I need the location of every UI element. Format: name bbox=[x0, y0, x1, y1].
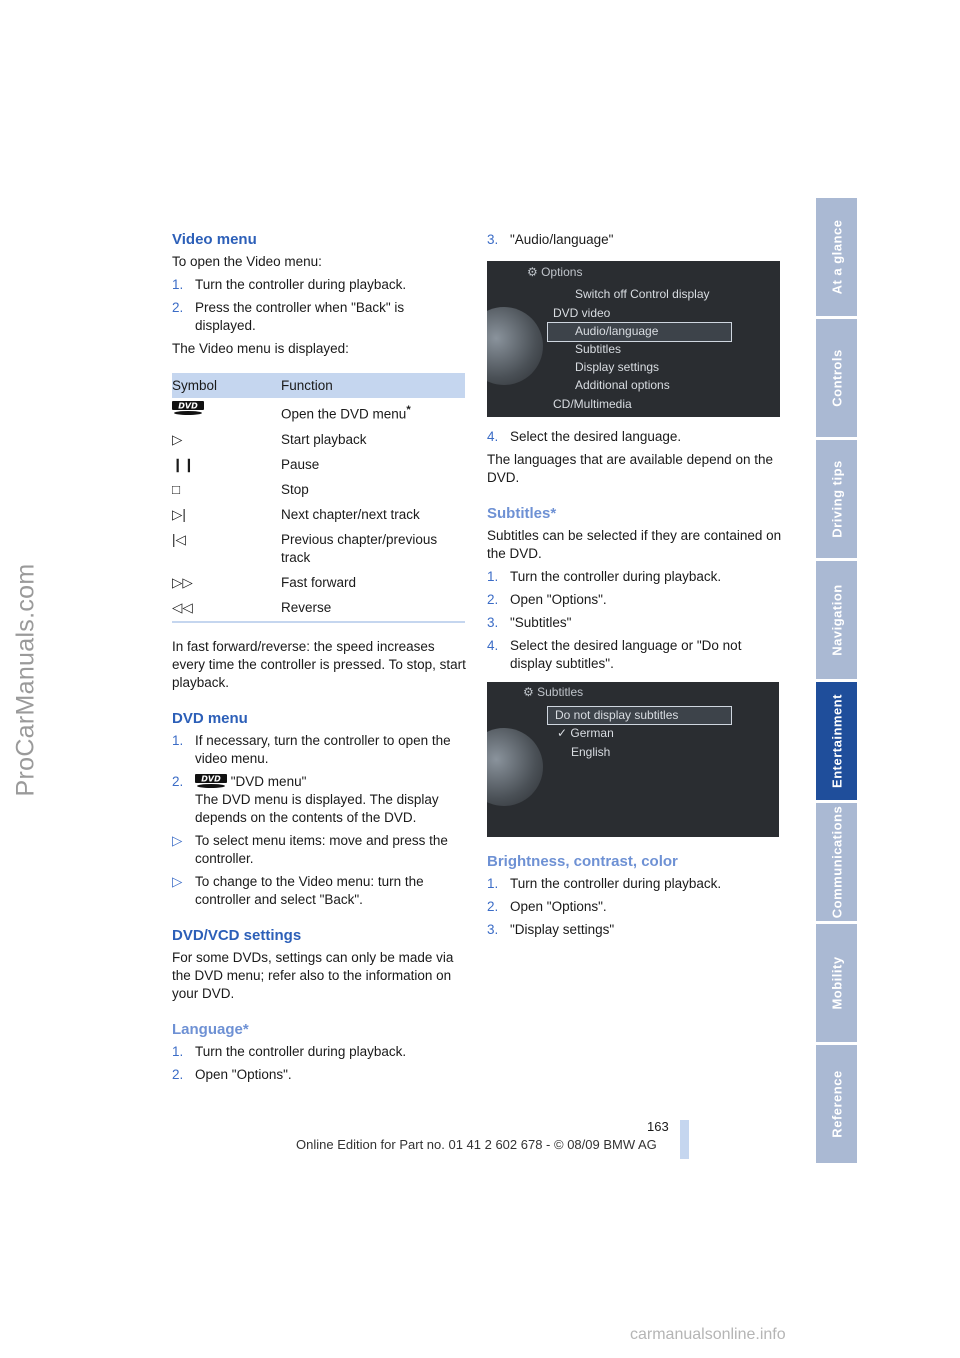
language-heading: Language* bbox=[172, 1020, 249, 1038]
subtitles-step-4: 4. Select the desired language or "Do not display subtitles". bbox=[487, 638, 742, 671]
dvd-step-2: 2. DVD "DVD menu" The DVD menu is displayed. The display depends on the contents of the DVD. bbox=[172, 773, 439, 825]
table-row: ▷▷ Fast forward bbox=[172, 571, 465, 596]
settings-heading: DVD/VCD settings bbox=[172, 926, 302, 944]
video-step-2: 2. Press the controller when "Back" is displayed. bbox=[172, 300, 405, 333]
reverse-icon: ◁◁ bbox=[172, 599, 193, 615]
section-tabs bbox=[816, 198, 857, 1166]
video-intro: To open the Video menu: bbox=[172, 254, 322, 269]
lang-step-4: 4. Select the desired language. bbox=[487, 429, 682, 444]
brightness-step-3: 3. "Display settings" bbox=[487, 922, 615, 937]
tab-mobility[interactable]: Mobility bbox=[816, 924, 857, 1042]
play-icon: ▷ bbox=[172, 431, 183, 447]
dvd-logo-icon bbox=[195, 774, 227, 788]
table-row: □ Stop bbox=[172, 478, 465, 503]
subtitles-heading: Subtitles* bbox=[487, 505, 557, 522]
lang-step-3: 3. "Audio/language" bbox=[487, 232, 614, 247]
next-track-icon: ▷| bbox=[172, 506, 186, 522]
fast-forward-icon: ▷▷ bbox=[172, 574, 193, 590]
subtitles-step-3: 3. "Subtitles" bbox=[487, 615, 572, 630]
symbol-table bbox=[172, 373, 465, 623]
right-column bbox=[487, 231, 782, 249]
dvd-step-1: 1. If necessary, turn the controller to open the video menu. bbox=[172, 732, 451, 766]
dvd-menu-heading: DVD menu bbox=[172, 709, 248, 727]
tab-reference[interactable]: Reference bbox=[816, 1045, 857, 1163]
pause-icon: ❙❙ bbox=[172, 456, 195, 472]
subtitles-text: Subtitles can be selected if they are contained on the DVD. bbox=[487, 528, 782, 561]
right-column-bottom bbox=[487, 853, 782, 939]
subtitles-step-2: 2. Open "Options". bbox=[487, 592, 607, 607]
language-step-2: 2. Open "Options". bbox=[172, 1066, 292, 1082]
table-row: ❙❙ Pause bbox=[172, 453, 465, 478]
tab-entertainment[interactable]: Entertainment bbox=[816, 682, 857, 800]
subtitles-step-1: 1. Turn the controller during playback. bbox=[487, 569, 722, 584]
controller-knob-icon bbox=[487, 728, 543, 806]
tab-navigation[interactable]: Navigation bbox=[816, 561, 857, 679]
table-row: ◁◁ Reverse bbox=[172, 596, 465, 622]
dvd-bullet-2: ▷ To change to the Video menu: turn the controller and select "Back". bbox=[172, 873, 424, 907]
footer-bar bbox=[680, 1120, 689, 1159]
dvd-logo-icon bbox=[172, 401, 204, 415]
brightness-heading: Brightness, contrast, color bbox=[487, 853, 678, 870]
svg-text:DVD: DVD bbox=[201, 774, 221, 783]
right-column-lower bbox=[487, 428, 782, 673]
settings-text: For some DVDs, settings can only be made via the DVD menu; refer also to the information on your DVD. bbox=[172, 949, 454, 1001]
bottom-watermark: carmanualsonline.info bbox=[630, 1326, 786, 1343]
video-displayed: The Video menu is displayed: bbox=[172, 341, 349, 356]
previous-track-icon: |◁ bbox=[172, 531, 186, 547]
svg-text:DVD: DVD bbox=[178, 401, 198, 411]
footer-text: Online Edition for Part no. 01 41 2 602 678 - © 08/09 BMW AG bbox=[296, 1137, 657, 1152]
table-row: DVD Open the DVD menu* bbox=[172, 398, 465, 428]
page-number: 163 bbox=[647, 1119, 669, 1134]
side-watermark: ProCarManuals.com bbox=[11, 563, 40, 797]
symbol-header: Symbol bbox=[172, 373, 281, 398]
brightness-step-1: 1. Turn the controller during playback. bbox=[487, 876, 722, 891]
subtitles-screen-title: ⚙ Subtitles bbox=[523, 685, 584, 699]
tab-communications[interactable]: Communications bbox=[816, 803, 857, 921]
tab-controls[interactable]: Controls bbox=[816, 319, 857, 437]
function-header: Function bbox=[281, 373, 465, 398]
brightness-step-2: 2. Open "Options". bbox=[487, 899, 607, 914]
table-header bbox=[172, 373, 465, 398]
lang-note: The languages that are available depend on the DVD. bbox=[487, 452, 773, 485]
table-row: ▷| Next chapter/next track bbox=[172, 503, 465, 528]
language-step-1: 1. Turn the controller during playback. bbox=[172, 1043, 407, 1059]
controller-knob-icon bbox=[487, 307, 543, 385]
tab-at-a-glance[interactable]: At a glance bbox=[816, 198, 857, 316]
video-step-1: 1. Turn the controller during playback. bbox=[172, 277, 407, 292]
tab-driving-tips[interactable]: Driving tips bbox=[816, 440, 857, 558]
table-row: |◁ Previous chapter/previous track bbox=[172, 528, 465, 571]
stop-icon: □ bbox=[172, 481, 181, 497]
dvd-bullet-1: ▷ To select menu items: move and press the controller. bbox=[172, 832, 448, 866]
video-menu-heading: Video menu bbox=[172, 231, 257, 248]
table-row: ▷ Start playback bbox=[172, 428, 465, 453]
ff-note: In fast forward/reverse: the speed increases every time the controller is pressed. To stop, start playback. bbox=[172, 638, 466, 690]
subtitles-screen: ⚙ Subtitles Do not display subtitles ✓ German English bbox=[487, 682, 779, 837]
options-screen: ⚙ Options Switch off Control display DVD video Audio/language Subtitles Display settings Additional options CD/Multimedia bbox=[487, 261, 780, 417]
left-column bbox=[172, 231, 467, 1084]
options-screen-title: ⚙ Options bbox=[527, 265, 583, 279]
